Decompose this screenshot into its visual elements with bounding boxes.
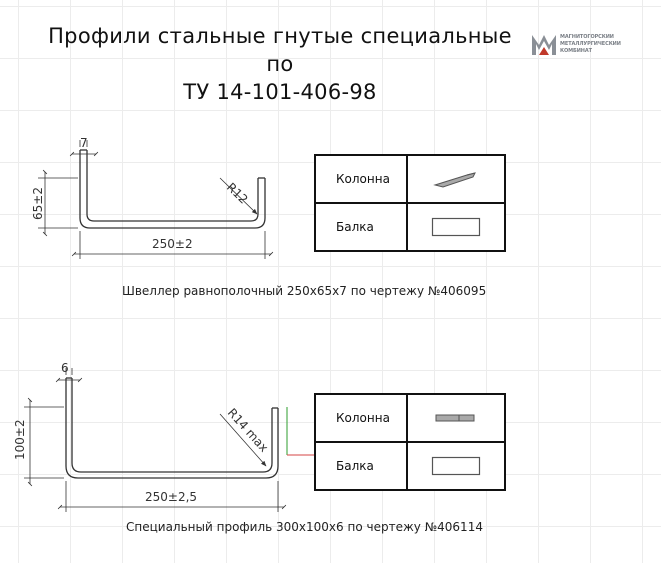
channel-profile-2 — [13, 361, 335, 512]
dim-2-height-label: 100±2 — [13, 419, 27, 460]
title-line-2: ТУ 14-101-406-98 — [183, 80, 377, 104]
profile-2-caption: Специальный профиль 300х100х6 по чертежу №406114 — [126, 520, 483, 534]
dim-2-width-label: 250±2,5 — [145, 490, 198, 504]
dim-1-width-label: 250±2 — [152, 237, 193, 251]
legend-table-2 — [314, 393, 506, 491]
legend-symbol-cell — [407, 394, 505, 442]
dim-1-height-label: 65±2 — [31, 187, 45, 220]
legend-symbol-cell — [407, 155, 505, 203]
legend-label-beam: Балка — [315, 203, 407, 251]
dim-2-thickness-label: 6 — [61, 361, 69, 375]
title-line-1: Профили стальные гнутые специальные по — [48, 24, 512, 76]
legend-row-beam — [315, 442, 505, 490]
beam-rectangle-icon — [431, 217, 481, 237]
legend-symbol-cell — [407, 442, 505, 490]
column-flat-profile-icon — [433, 411, 479, 425]
logo-text-line-2: МЕТАЛЛУРГИЧЕСКИЙ — [560, 41, 621, 47]
legend-label-column: Колонна — [315, 155, 407, 203]
profile-1-caption: Швеллер равнополочный 250х65х7 по чертежу №406095 — [122, 284, 487, 298]
legend-label-beam: Балка — [315, 442, 407, 490]
logo-text-line-1: МАГНИТОГОРСКИЙ — [560, 34, 614, 40]
logo-text-line-3: КОМБИНАТ — [560, 48, 592, 54]
legend-label-column: Колонна — [315, 394, 407, 442]
legend-table-1 — [314, 154, 506, 252]
dim-2-radius-label: R14 max — [224, 405, 272, 455]
legend-row-column — [315, 155, 505, 203]
legend-symbol-cell — [407, 203, 505, 251]
channel-profile-1 — [31, 136, 271, 259]
dim-1-radius-label: R12 — [223, 180, 251, 207]
legend-row-column — [315, 394, 505, 442]
legend-row-beam — [315, 203, 505, 251]
dim-1-thickness-label: 7 — [80, 136, 88, 150]
column-slanted-profile-icon — [433, 169, 479, 189]
beam-rectangle-icon — [431, 456, 481, 476]
